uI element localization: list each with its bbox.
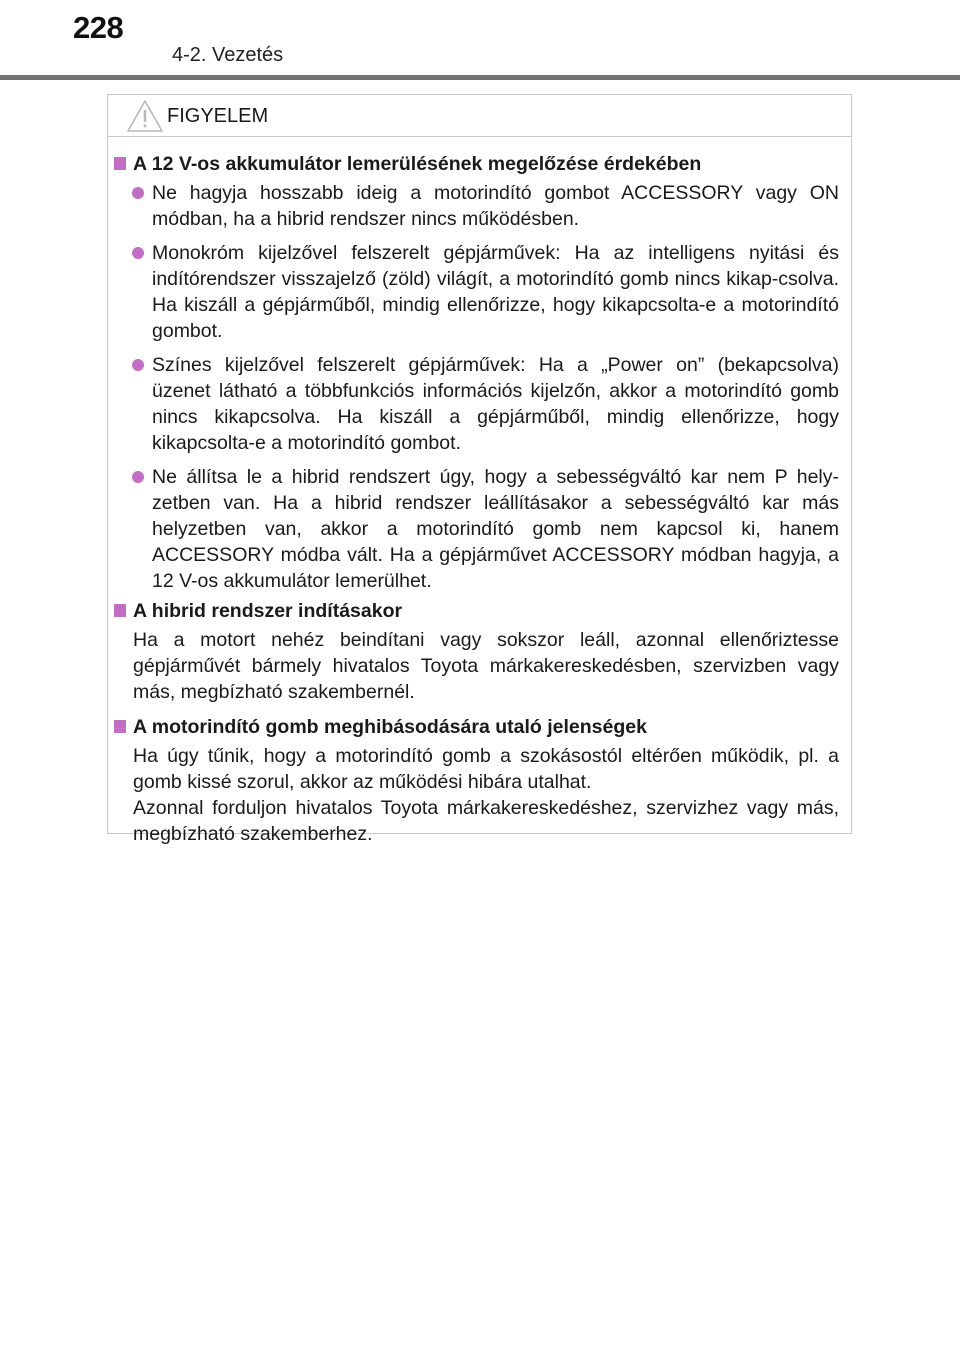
warning-title: FIGYELEM	[167, 105, 269, 127]
warning-box	[107, 94, 852, 845]
topic-heading-text: A hibrid rendszer indításakor	[133, 600, 403, 622]
topic-hybrid-start	[114, 598, 839, 705]
square-bullet-icon	[114, 720, 126, 733]
topic-paragraph: Ha a motort nehéz beindítani vagy sokszor leáll, azonnal ellenőriztesse gépjárművét bármely hivatalos Toyota márkakereskedésben, szervizben vagy más, megbízható szakembernél.	[133, 629, 839, 703]
topic-paragraph: Azonnal forduljon hivatalos Toyota márkakereskedéshez, szervizhez vagy más, megbízható szakemberhez.	[133, 797, 839, 845]
bullet-item	[114, 240, 839, 344]
bullet-text: Ne hagyja hosszabb ideig a motorindító gombot ACCESSORY vagy ON módban, ha a hibrid rendszer nincs működésben.	[152, 182, 839, 230]
circle-bullet-icon	[132, 359, 144, 371]
topic-heading-text: A 12 V-os akkumulátor lemerülésének megelőzése érdekében	[133, 153, 702, 175]
bullet-item	[114, 352, 839, 456]
warning-triangle-icon	[126, 99, 164, 133]
warning-body	[108, 151, 851, 847]
page-number: 228	[73, 10, 124, 45]
section-title: 4-2. Vezetés	[172, 44, 284, 66]
topic-button-malfunction	[114, 714, 839, 847]
circle-bullet-icon	[132, 471, 144, 483]
topic-heading	[114, 151, 839, 177]
bullet-item	[114, 464, 839, 594]
topic-heading-text: A motorindító gomb meghibásodására utaló jelenségek	[133, 716, 647, 738]
bullet-text: Monokróm kijelzővel felszerelt gépjárművek: Ha az intelligens nyitási és indítórendszer visszajelző (zöld) világít, a motorindító gomb nincs kikap-csolva. Ha kiszáll a gépjárműből, mindig ellenőrizze, hogy kikapcsolta-e a motorindító gombot.	[152, 242, 839, 342]
topic-heading	[114, 714, 839, 740]
circle-bullet-icon	[132, 247, 144, 259]
warning-header	[108, 95, 851, 137]
page-header	[0, 0, 960, 80]
circle-bullet-icon	[132, 187, 144, 199]
header-rule	[0, 75, 960, 80]
topic-battery-drain	[114, 151, 839, 594]
square-bullet-icon	[114, 604, 126, 617]
spacer	[108, 705, 851, 714]
topic-paragraph: Ha úgy tűnik, hogy a motorindító gomb a szokásostól eltérően működik, pl. a gomb kissé szorul, akkor az működési hibára utalhat.	[133, 745, 839, 793]
square-bullet-icon	[114, 157, 126, 170]
bullet-text: Színes kijelzővel felszerelt gépjárművek: Ha a „Power on” (bekapcsolva) üzenet látható a többfunkciós információs kijelzőn, akkor a motorindító gomb nincs kikapcsolva. Ha kiszáll a gépjárműből, mindig ellenőrizze, hogy kikapcsolta-e a motorindító gombot.	[152, 354, 839, 454]
topic-heading	[114, 598, 839, 624]
bullet-item	[114, 180, 839, 232]
bullet-text: Ne állítsa le a hibrid rendszert úgy, hogy a sebességváltó kar nem P hely-zetben van. Ha a hibrid rendszer leállításakor a sebességváltó kar más helyzetben van, akkor a motorindító gomb nem kapcsol ki, hanem ACCESSORY módba vált. Ha a gépjárművet ACCESSORY módban hagyja, a 12 V-os akkumulátor lemerülhet.	[152, 466, 839, 592]
